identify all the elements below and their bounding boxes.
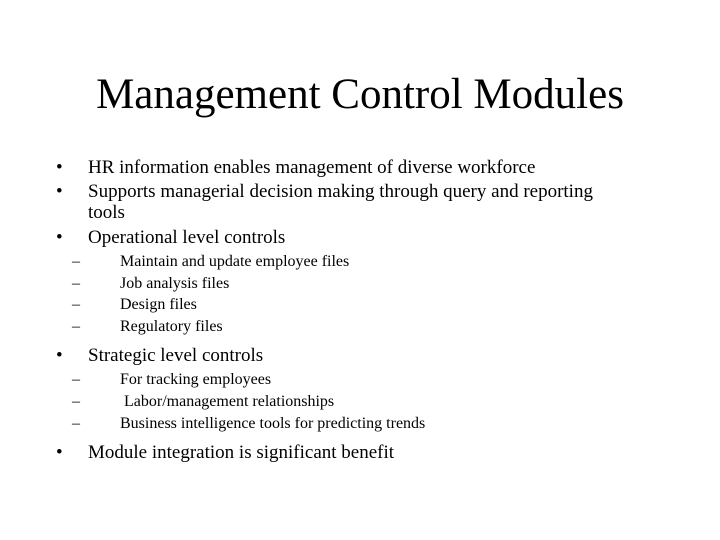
bullet-item-module-integration <box>56 442 656 463</box>
slide-title: Management Control Modules <box>96 71 624 118</box>
bullet-text: Supports managerial decision making through query and reporting tools <box>88 181 593 223</box>
bullet-list <box>56 157 656 466</box>
sub-list-strategic <box>64 369 656 434</box>
bullet-marker: • <box>56 181 63 202</box>
bullet-text: Strategic level controls <box>88 345 264 367</box>
sub-item <box>64 369 656 391</box>
bullet-item-supports-decision-making <box>56 181 656 223</box>
sub-marker: – <box>72 274 80 292</box>
bullet-text: Module integration is significant benefit <box>88 442 395 464</box>
sub-item <box>64 294 656 316</box>
sub-list-operational <box>64 251 656 337</box>
sub-text: Regulatory files <box>120 317 223 335</box>
sub-item <box>64 413 656 435</box>
bullet-text: HR information enables management of diverse workforce <box>88 157 536 178</box>
sub-text: Design files <box>120 296 197 314</box>
bullet-item-operational-controls <box>56 227 656 248</box>
sub-marker: – <box>72 371 80 389</box>
sub-item <box>64 391 656 413</box>
sub-text: Job analysis files <box>120 274 230 292</box>
bullet-text: Operational level controls <box>88 227 286 248</box>
bullet-item-hr-information <box>56 157 656 178</box>
sub-item <box>64 273 656 295</box>
sub-marker: – <box>72 317 80 335</box>
sub-marker: – <box>72 253 80 270</box>
bullet-item-strategic-controls <box>56 345 656 366</box>
sub-marker: – <box>72 392 80 410</box>
sub-item <box>64 316 656 338</box>
bullet-marker: • <box>56 227 63 248</box>
sub-text: Labor/management relationships <box>120 392 335 410</box>
bullet-marker: • <box>56 157 63 178</box>
sub-item <box>64 251 656 273</box>
sub-marker: – <box>72 296 80 314</box>
bullet-marker: • <box>56 442 63 464</box>
sub-text: For tracking employees <box>120 371 272 389</box>
sub-text: Business intelligence tools for predicting trends <box>120 414 426 432</box>
bullet-marker: • <box>56 345 63 367</box>
sub-text: Maintain and update employee files <box>120 253 350 270</box>
sub-marker: – <box>72 414 80 432</box>
